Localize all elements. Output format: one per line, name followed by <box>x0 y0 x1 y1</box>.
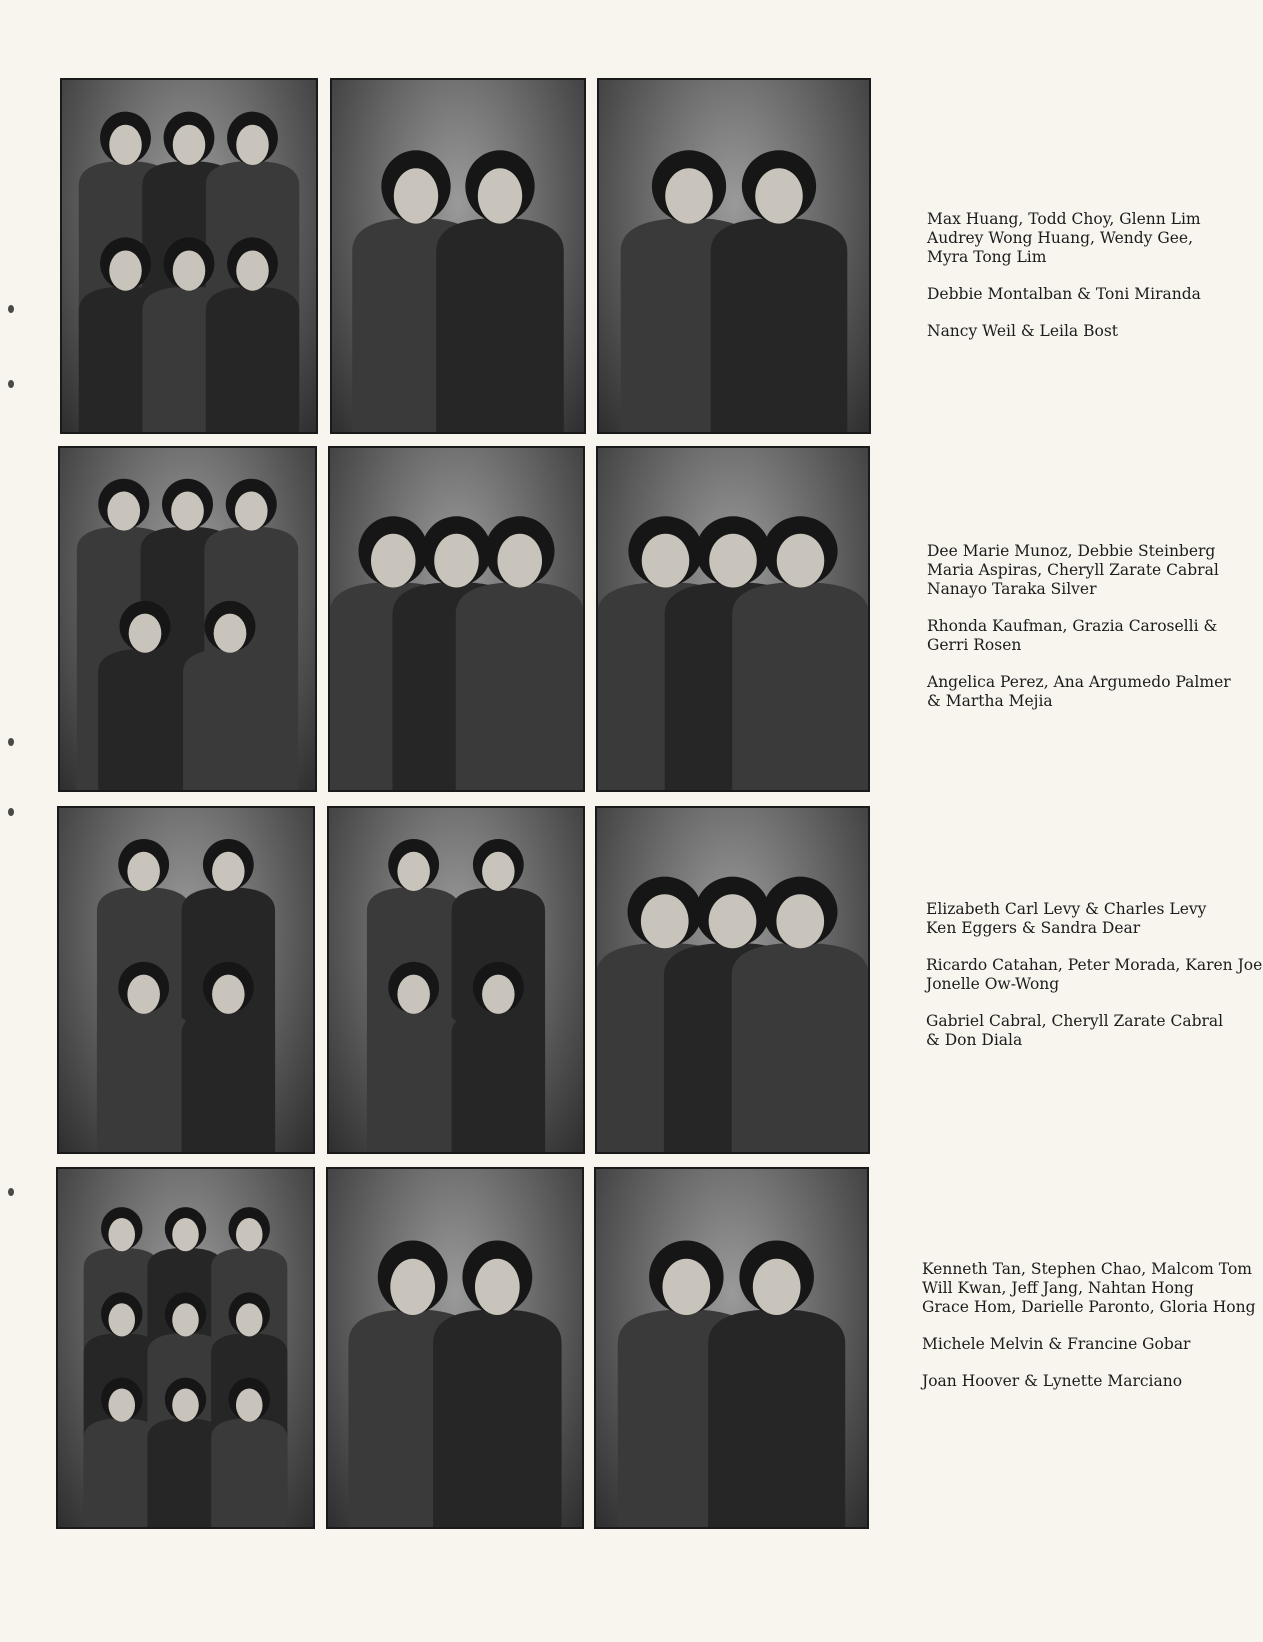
photo-caption: Debbie Montalban & Toni Miranda <box>927 285 1201 303</box>
person-face <box>482 975 515 1014</box>
portrait-silhouettes <box>597 808 868 1152</box>
person-face <box>755 168 803 223</box>
person-body <box>183 649 277 790</box>
person-face <box>236 250 269 290</box>
binder-mark <box>8 1188 14 1196</box>
photo-caption: Joan Hoover & Lynette Marciano <box>922 1372 1183 1390</box>
group-photo-r3-c2 <box>327 806 585 1154</box>
portrait-silhouettes <box>59 808 313 1152</box>
person-face <box>397 852 430 891</box>
binder-mark <box>8 380 14 388</box>
person-body <box>206 287 299 432</box>
portrait-silhouettes <box>330 448 583 790</box>
photo-caption: Nancy Weil & Leila Bost <box>927 322 1119 340</box>
person-body <box>452 1010 545 1152</box>
person-face <box>390 1259 435 1315</box>
person-face <box>236 125 269 165</box>
photo-caption: Kenneth Tan, Stephen Chao, Malcom Tom Will Kwan, Jeff Jang, Nahtan Hong Grace Hom, Darielle Paronto, Gloria Hong <box>922 1260 1256 1316</box>
person-face <box>478 168 522 223</box>
portrait-silhouettes <box>332 80 584 432</box>
portrait-silhouettes <box>328 1169 582 1527</box>
person-face <box>394 168 438 223</box>
person-face <box>642 534 690 588</box>
person-face <box>107 491 140 530</box>
person-face <box>108 1303 135 1336</box>
person-face <box>173 250 206 290</box>
portrait-silhouettes <box>58 1169 313 1527</box>
person-face <box>172 1388 199 1421</box>
photo-caption: Ricardo Catahan, Peter Morada, Karen Joe Jonelle Ow-Wong <box>926 956 1263 993</box>
person-face <box>434 534 479 588</box>
binder-mark <box>8 738 14 746</box>
portrait-silhouettes <box>329 808 583 1152</box>
person-face <box>397 975 430 1014</box>
person-face <box>127 975 160 1014</box>
person-face <box>497 534 542 588</box>
group-photo-r1-c2 <box>330 78 586 434</box>
person-body <box>436 218 564 432</box>
caption-group-row-4 <box>922 1260 1262 1409</box>
person-face <box>214 614 247 653</box>
person-face <box>753 1259 801 1315</box>
person-face <box>662 1259 710 1315</box>
binder-mark <box>8 305 14 313</box>
person-body <box>98 649 192 790</box>
group-photo-r4-c1 <box>56 1167 315 1529</box>
person-body <box>182 1010 275 1152</box>
person-face <box>709 894 757 948</box>
person-face <box>475 1259 520 1315</box>
photo-caption: Angelica Perez, Ana Argumedo Palmer & Martha Mejia <box>927 673 1231 710</box>
group-photo-r1-c1 <box>60 78 318 434</box>
person-face <box>371 534 416 588</box>
person-face <box>236 1388 263 1421</box>
person-face <box>171 491 204 530</box>
portrait-silhouettes <box>599 80 869 432</box>
person-face <box>212 852 245 891</box>
photo-caption: Elizabeth Carl Levy & Charles Levy Ken Eggers & Sandra Dear <box>926 900 1207 937</box>
group-photo-r2-c1 <box>58 446 317 792</box>
group-photo-r3-c1 <box>57 806 315 1154</box>
binder-mark <box>8 808 14 816</box>
photo-caption: Max Huang, Todd Choy, Glenn Lim Audrey Wong Huang, Wendy Gee, Myra Tong Lim <box>927 210 1201 266</box>
person-body <box>711 218 848 432</box>
person-face <box>129 614 162 653</box>
person-face <box>172 1303 199 1336</box>
photo-caption: Gabriel Cabral, Cheryll Zarate Cabral & Don Diala <box>926 1012 1224 1049</box>
portrait-silhouettes <box>598 448 868 790</box>
portrait-silhouettes <box>60 448 315 790</box>
person-body <box>456 582 583 790</box>
person-face <box>108 1388 135 1421</box>
photo-caption: Michele Melvin & Francine Gobar <box>922 1335 1191 1353</box>
person-face <box>709 534 757 588</box>
person-face <box>641 894 689 948</box>
person-body <box>732 943 868 1152</box>
caption-group-row-1 <box>927 210 1263 359</box>
person-body <box>732 582 868 790</box>
person-face <box>172 1218 199 1251</box>
person-face <box>173 125 206 165</box>
person-body <box>433 1309 562 1527</box>
person-body <box>367 1010 460 1152</box>
group-photo-r4-c3 <box>594 1167 869 1529</box>
photo-caption: Rhonda Kaufman, Grazia Caroselli & Gerri Rosen <box>927 617 1218 654</box>
person-face <box>109 250 142 290</box>
person-face <box>109 125 142 165</box>
person-face <box>777 534 825 588</box>
person-face <box>482 852 515 891</box>
person-face <box>665 168 713 223</box>
group-photo-r4-c2 <box>326 1167 584 1529</box>
person-face <box>212 975 245 1014</box>
person-face <box>236 1218 263 1251</box>
person-face <box>127 852 160 891</box>
portrait-silhouettes <box>62 80 316 432</box>
group-photo-r2-c2 <box>328 446 585 792</box>
photo-caption: Dee Marie Munoz, Debbie Steinberg Maria Aspiras, Cheryll Zarate Cabral Nanayo Taraka Silver <box>927 542 1219 598</box>
person-body <box>97 1010 190 1152</box>
group-photo-r1-c3 <box>597 78 871 434</box>
person-face <box>776 894 824 948</box>
caption-group-row-3 <box>926 900 1263 1068</box>
portrait-silhouettes <box>596 1169 867 1527</box>
person-face <box>235 491 268 530</box>
group-photo-r3-c3 <box>595 806 870 1154</box>
person-body <box>708 1309 845 1527</box>
person-face <box>108 1218 135 1251</box>
caption-group-row-2 <box>927 542 1263 729</box>
group-photo-r2-c3 <box>596 446 870 792</box>
person-body <box>211 1418 287 1527</box>
person-face <box>236 1303 263 1336</box>
